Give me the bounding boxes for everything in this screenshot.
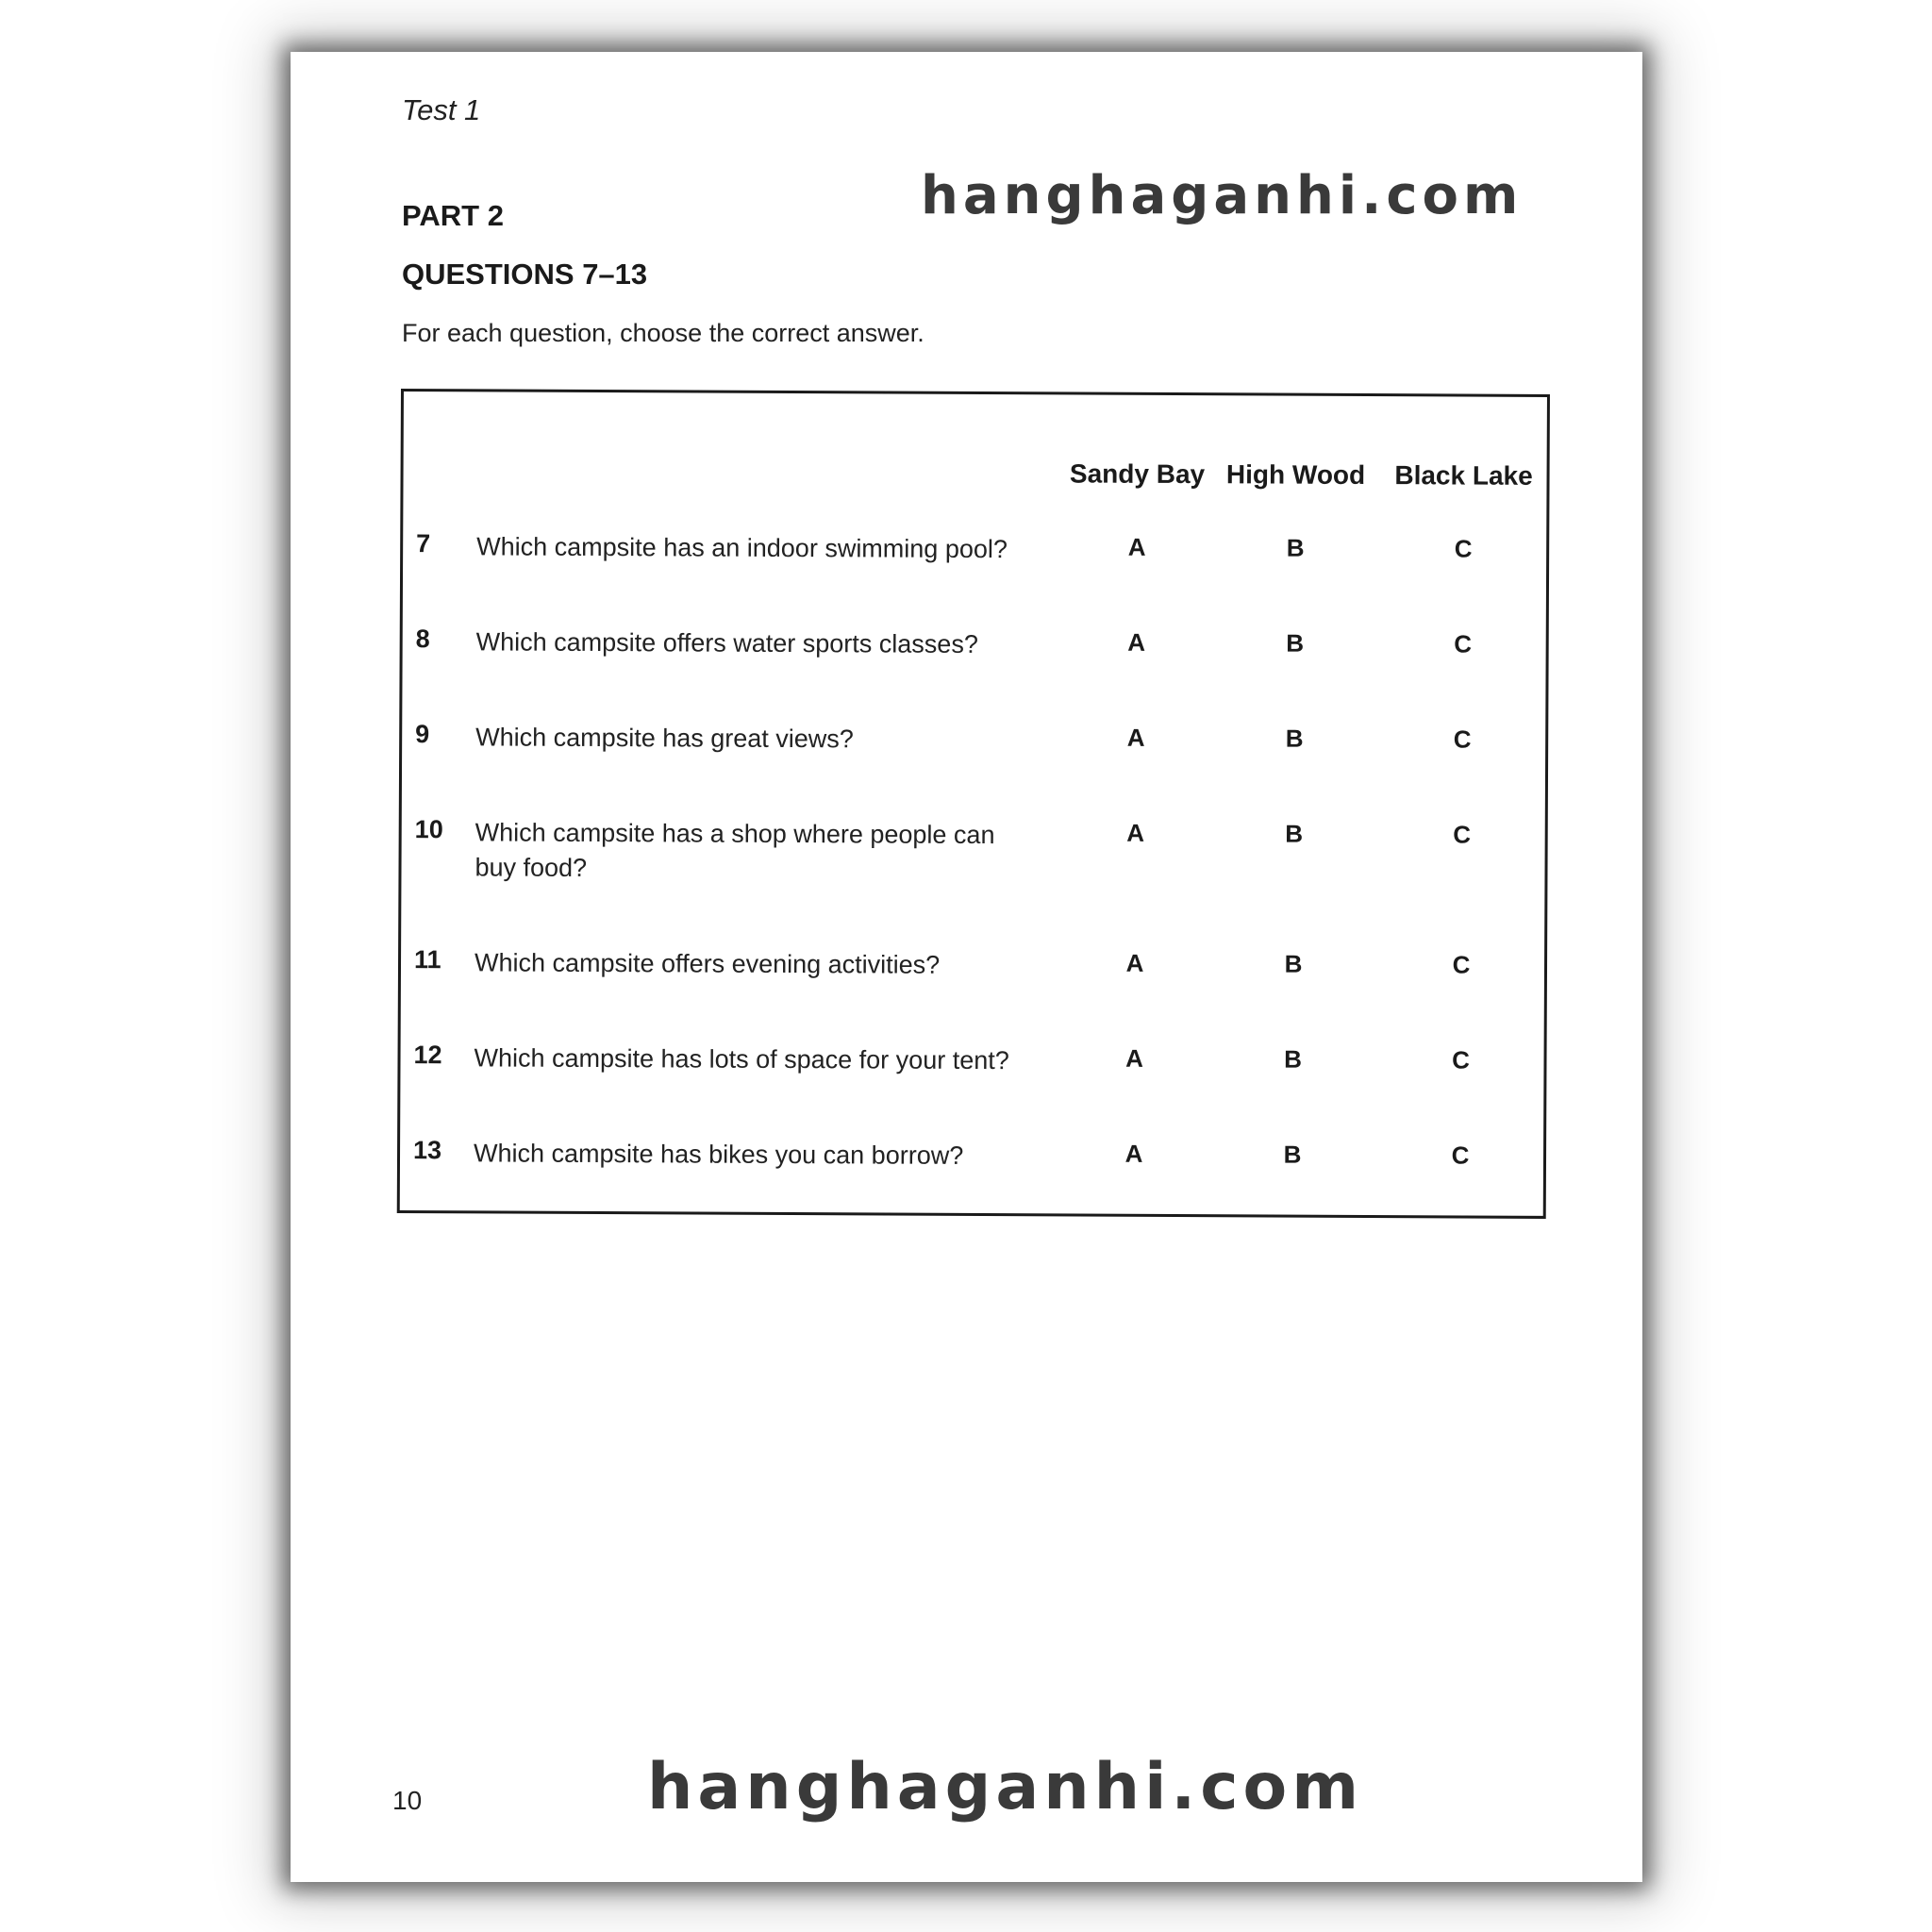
question-table <box>397 389 1550 1219</box>
column-header-high-wood: High Wood <box>1225 459 1366 490</box>
question-text: Which campsite has a shop where people can buy food? <box>475 818 995 882</box>
question-number: 9 <box>415 720 430 749</box>
page-number: 10 <box>392 1786 423 1815</box>
question-number: 7 <box>416 529 431 558</box>
option-b[interactable]: B <box>1286 628 1305 658</box>
question-text: Which campsite has bikes you can borrow? <box>473 1139 964 1170</box>
question-row <box>403 529 1546 564</box>
option-b[interactable]: B <box>1286 533 1305 562</box>
option-b[interactable]: B <box>1284 949 1303 978</box>
question-number: 11 <box>413 945 441 974</box>
question-text: Which campsite has lots of space for your tent? <box>474 1043 1009 1075</box>
option-c[interactable]: C <box>1453 820 1472 849</box>
question-row <box>401 945 1544 979</box>
option-c[interactable]: C <box>1454 629 1473 658</box>
instruction-text: For each question, choose the correct answer. <box>402 319 924 347</box>
option-c[interactable]: C <box>1452 1045 1471 1074</box>
question-number: 8 <box>415 625 430 654</box>
option-a[interactable]: A <box>1126 818 1145 847</box>
question-row <box>401 1041 1544 1075</box>
option-a[interactable]: A <box>1127 532 1146 561</box>
watermark-bottom: hanghaganhi.com <box>647 1750 1364 1824</box>
question-text: Which campsite offers evening activities? <box>474 948 941 979</box>
column-header-sandy-bay: Sandy Bay <box>1069 458 1206 490</box>
column-header-black-lake: Black Lake <box>1394 460 1533 491</box>
document-page <box>291 52 1642 1882</box>
option-b[interactable]: B <box>1285 819 1304 848</box>
questions-title: QUESTIONS 7–13 <box>402 258 648 291</box>
watermark-top: hanghaganhi.com <box>921 165 1524 226</box>
option-a[interactable]: A <box>1127 627 1146 657</box>
question-text: Which campsite has an indoor swimming pool? <box>476 532 1008 564</box>
question-row <box>403 625 1546 658</box>
question-text: Which campsite has great views? <box>475 723 854 754</box>
option-b[interactable]: B <box>1284 1044 1303 1074</box>
option-a[interactable]: A <box>1124 1139 1143 1168</box>
option-a[interactable]: A <box>1125 1043 1144 1073</box>
question-number: 13 <box>412 1136 442 1165</box>
question-number: 12 <box>413 1041 442 1070</box>
running-head: Test 1 <box>402 93 481 126</box>
question-number: 10 <box>414 815 443 844</box>
option-b[interactable]: B <box>1285 724 1304 753</box>
question-row <box>402 720 1545 754</box>
option-c[interactable]: C <box>1452 950 1471 979</box>
option-a[interactable]: A <box>1126 723 1145 752</box>
question-row <box>402 815 1545 882</box>
option-b[interactable]: B <box>1283 1140 1302 1169</box>
option-a[interactable]: A <box>1125 948 1144 977</box>
option-c[interactable]: C <box>1453 724 1472 754</box>
option-c[interactable]: C <box>1451 1141 1470 1170</box>
question-row <box>400 1136 1543 1170</box>
question-text: Which campsite offers water sports classes? <box>475 627 978 658</box>
part-title: PART 2 <box>402 199 504 232</box>
option-c[interactable]: C <box>1454 534 1473 563</box>
